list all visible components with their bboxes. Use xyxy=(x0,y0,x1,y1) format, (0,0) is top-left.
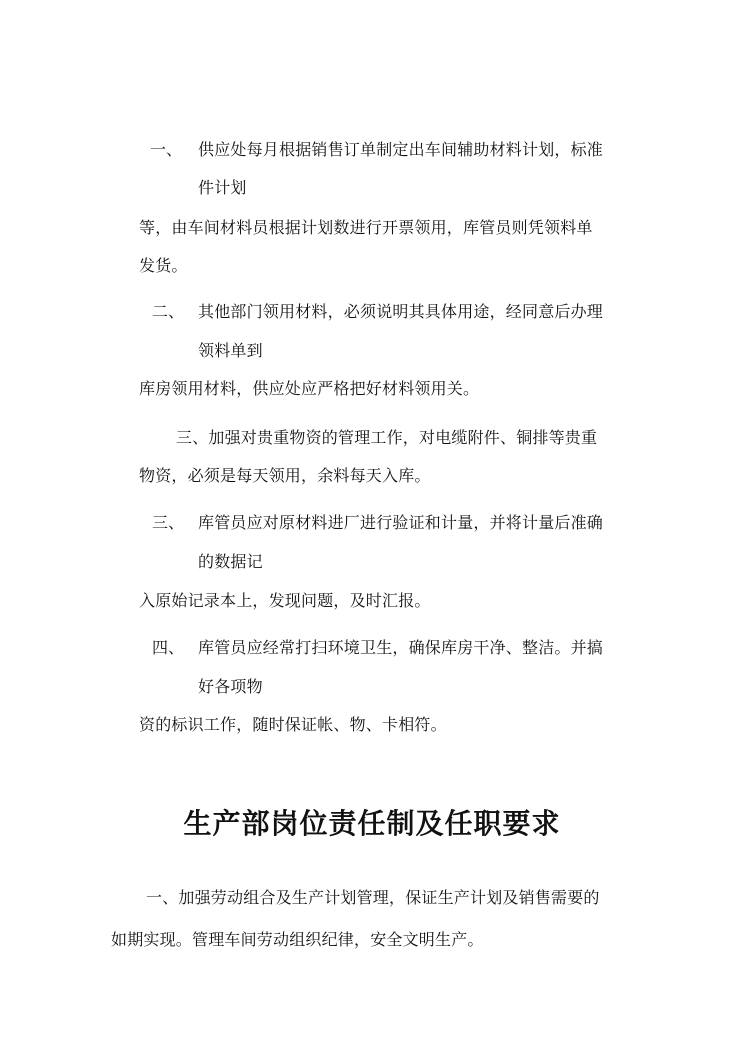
item-number: 四、 xyxy=(152,638,185,657)
paragraph-line: 物资，必须是每天领用，余料每天入库。 xyxy=(139,466,431,485)
paragraph-line: 发货。 xyxy=(139,256,188,275)
paragraph-line: 库管员应经常打扫环境卫生，确保库房干净、整洁。并搞 xyxy=(198,638,604,657)
paragraph-line: 等，由车间材料员根据计划数进行开票领用，库管员则凭领料单 xyxy=(139,218,593,237)
paragraph-line: 资的标识工作，随时保证帐、物、卡相符。 xyxy=(139,715,447,734)
paragraph-line: 件计划 xyxy=(198,178,247,197)
item-number: 一、 xyxy=(150,140,183,159)
paragraph-line: 一、加强劳动组合及生产计划管理，保证生产计划及销售需要的 xyxy=(146,888,600,907)
paragraph-line: 库房领用材料，供应处应严格把好材料领用关。 xyxy=(139,379,480,398)
section-heading: 生产部岗位责任制及任职要求 xyxy=(183,807,561,840)
item-number: 三、 xyxy=(152,513,185,532)
paragraph-line: 领料单到 xyxy=(198,341,263,360)
paragraph-line: 好各项物 xyxy=(198,677,263,696)
paragraph-line: 入原始记录本上，发现问题，及时汇报。 xyxy=(139,591,431,610)
paragraph-line: 三、加强对贵重物资的管理工作，对电缆附件、铜排等贵重 xyxy=(176,428,598,447)
paragraph-line: 如期实现。管理车间劳动组织纪律，安全文明生产。 xyxy=(111,930,484,949)
paragraph-line: 库管员应对原材料进厂进行验证和计量，并将计量后准确 xyxy=(198,513,604,532)
item-number: 二、 xyxy=(152,302,185,321)
paragraph-line: 供应处每月根据销售订单制定出车间辅助材料计划，标准 xyxy=(198,140,604,159)
paragraph-line: 其他部门领用材料，必须说明其具体用途，经同意后办理 xyxy=(198,302,604,321)
paragraph-line: 的数据记 xyxy=(198,552,263,571)
